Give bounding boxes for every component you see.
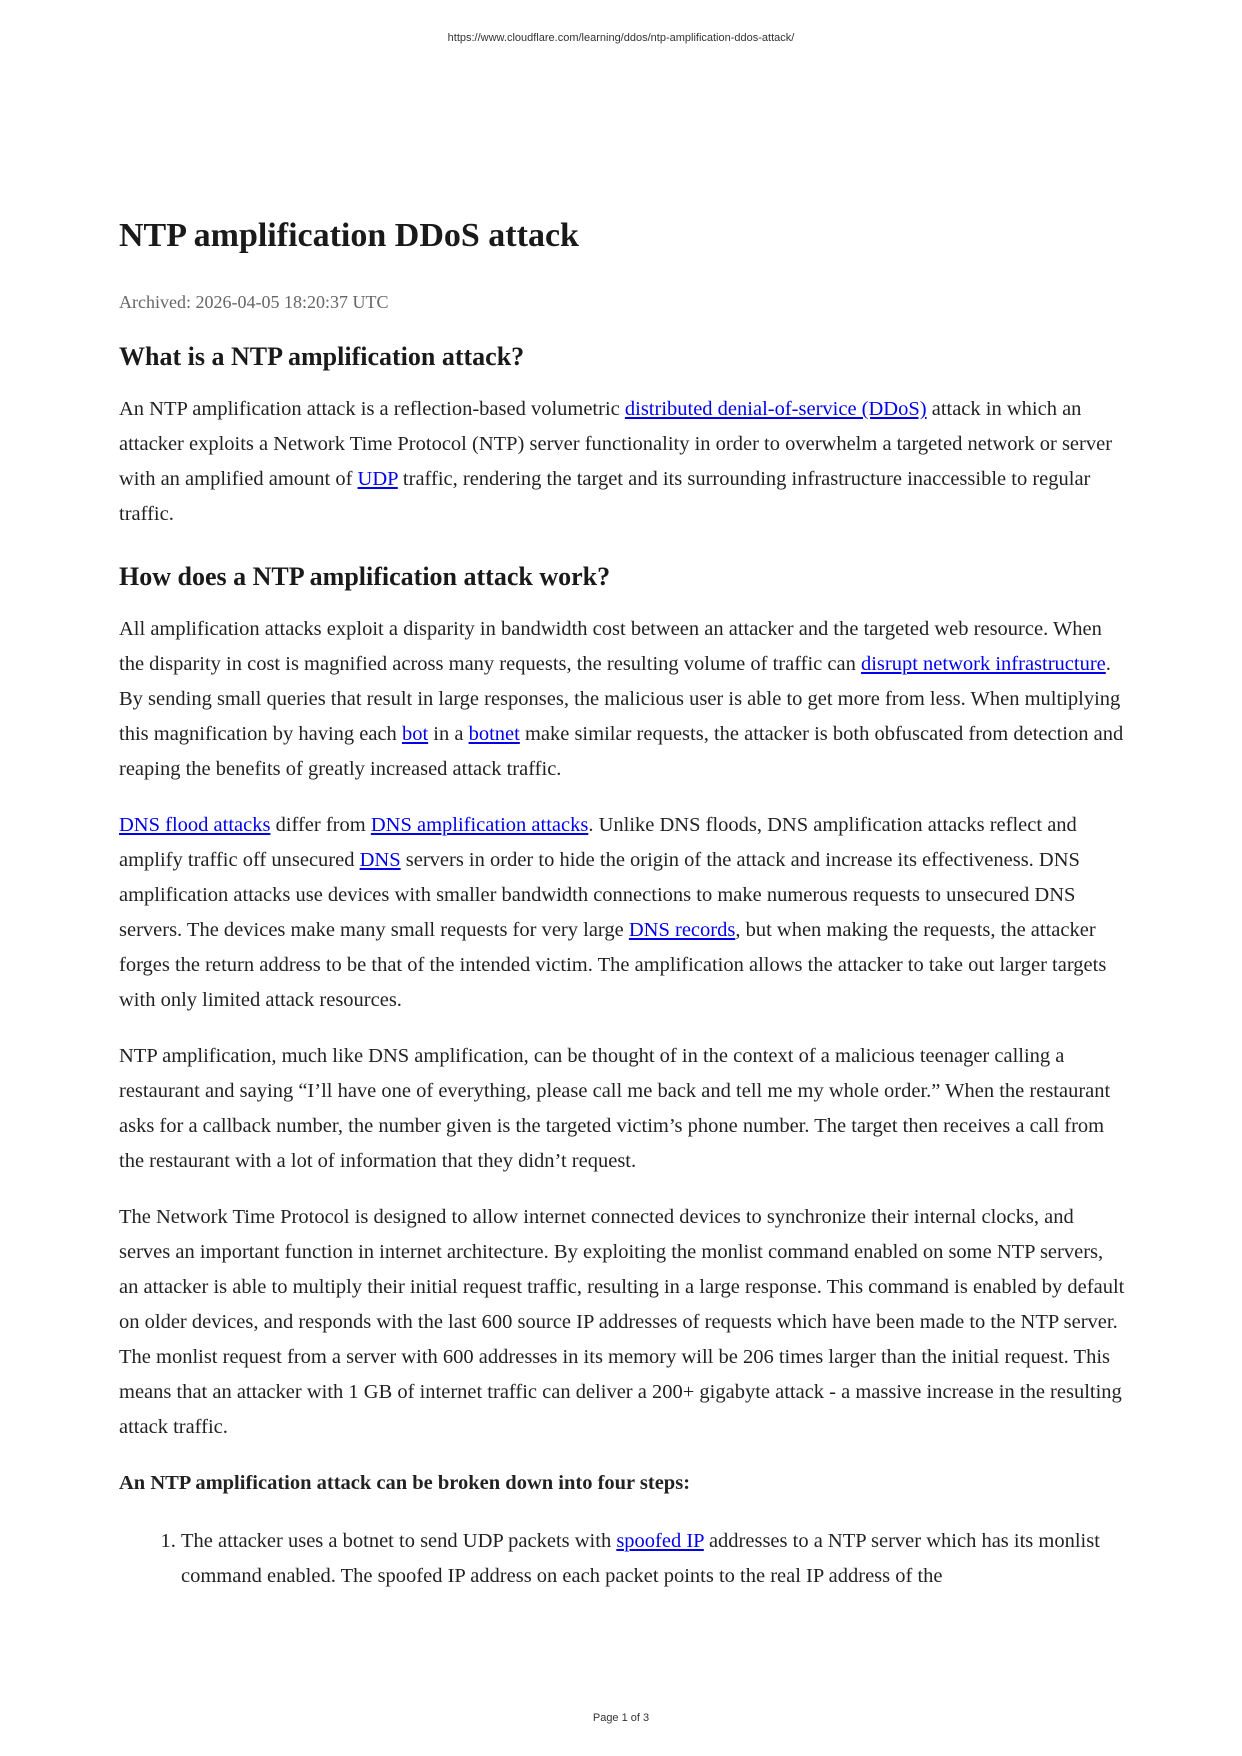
steps-list (119, 1524, 1127, 1594)
text: differ from (270, 814, 371, 836)
text: All amplification attacks exploit a disparity in bandwidth cost between an attacker and the targeted web resource. When the disparity in cost is magnified across many requests, the resulting volume of traffic can (119, 618, 1102, 675)
text: , but when making the requests, the attacker forges the return address to be that of the intended victim. The amplification allows the attacker to take out larger targets with only limited attack resources. (119, 919, 1107, 1011)
archived-timestamp: Archived: 2026-04-05 18:20:37 UTC (119, 292, 389, 312)
list-item (181, 1524, 1127, 1594)
link-dns-records[interactable]: DNS records (628, 919, 736, 941)
text: The attacker uses a botnet to send UDP packets with (181, 1530, 617, 1552)
paragraph-monlist: The Network Time Protocol is designed to allow internet connected devices to synchronize their internal clocks, and serves an important function in internet architecture. By exploiting the monlist command enabled on some NTP servers, an attacker is able to multiply their initial request traffic, resulting in a large response. This command is enabled by default on older devices, and responds with the last 600 source IP addresses of requests which have been made to the NTP server. The monlist request from a server with 600 addresses in its memory will be 206 times larger than the initial request. This means that an attacker with 1 GB of internet traffic can deliver a 200+ gigabyte attack - a massive increase in the resulting attack traffic. (119, 1206, 1125, 1438)
text: make similar requests, the attacker is both obfuscated from detection and reaping the benefits of greatly increased attack traffic. (119, 723, 1124, 780)
link-bot[interactable]: bot (401, 723, 429, 745)
text: in a (428, 723, 469, 745)
link-disrupt-network-infrastructure[interactable]: disrupt network infrastructure (860, 653, 1106, 675)
link-spoofed-ip[interactable]: spoofed IP (616, 1530, 704, 1552)
paragraph-definition (119, 392, 1127, 532)
page-url-header: https://www.cloudflare.com/learning/ddos/ntp-amplification-ddos-attack/ (447, 32, 795, 44)
link-dns-amplification-attacks[interactable]: DNS amplification attacks (370, 814, 589, 836)
link-dns[interactable]: DNS (359, 849, 401, 871)
page-number-footer: Page 1 of 3 (592, 1712, 650, 1724)
section-heading-how-it-works: How does a NTP amplification attack work? (119, 562, 611, 591)
text: traffic, rendering the target and its surrounding infrastructure inaccessible to regular traffic. (119, 468, 1091, 525)
link-botnet[interactable]: botnet (468, 723, 520, 745)
text: addresses to a NTP server which has its monlist command enabled. The spoofed IP address on each packet points to the real IP address of the (181, 1530, 1100, 1587)
page-title: NTP amplification DDoS attack (119, 217, 579, 254)
section-heading-what-is: What is a NTP amplification attack? (119, 342, 525, 371)
article-content (119, 214, 1127, 1594)
text: servers in order to hide the origin of the attack and increase its effectiveness. DNS amplification attacks use devices with smaller bandwidth connections to make numerous requests to unsecured DNS servers. The devices make many small requests for very large (119, 849, 1080, 941)
paragraph-amplification-overview (119, 612, 1127, 787)
paragraph-restaurant-analogy: NTP amplification, much like DNS amplification, can be thought of in the context of a malicious teenager calling a restaurant and saying “I’ll have one of everything, please call me back and tell me my whole order.” When the restaurant asks for a callback number, the number given is the targeted victim’s phone number. The target then receives a call from the restaurant with a lot of information that they didn’t request. (119, 1045, 1111, 1172)
text: An NTP amplification attack is a reflection-based volumetric (119, 398, 625, 420)
paragraph-dns-comparison (119, 808, 1127, 1018)
steps-heading: An NTP amplification attack can be broken down into four steps: (119, 1472, 691, 1494)
link-udp[interactable]: UDP (357, 468, 398, 490)
text: . By sending small queries that result in large responses, the malicious user is able to get more from less. When multiplying this magnification by having each (119, 653, 1121, 745)
link-ddos[interactable]: distributed denial-of-service (DDoS) (624, 398, 927, 420)
link-dns-flood-attacks[interactable]: DNS flood attacks (119, 814, 271, 836)
text: attack in which an attacker exploits a Network Time Protocol (NTP) server functionality in order to overwhelm a targeted network or server with an amplified amount of (119, 398, 1113, 490)
text: . Unlike DNS floods, DNS amplification attacks reflect and amplify traffic off unsecured (119, 814, 1077, 871)
